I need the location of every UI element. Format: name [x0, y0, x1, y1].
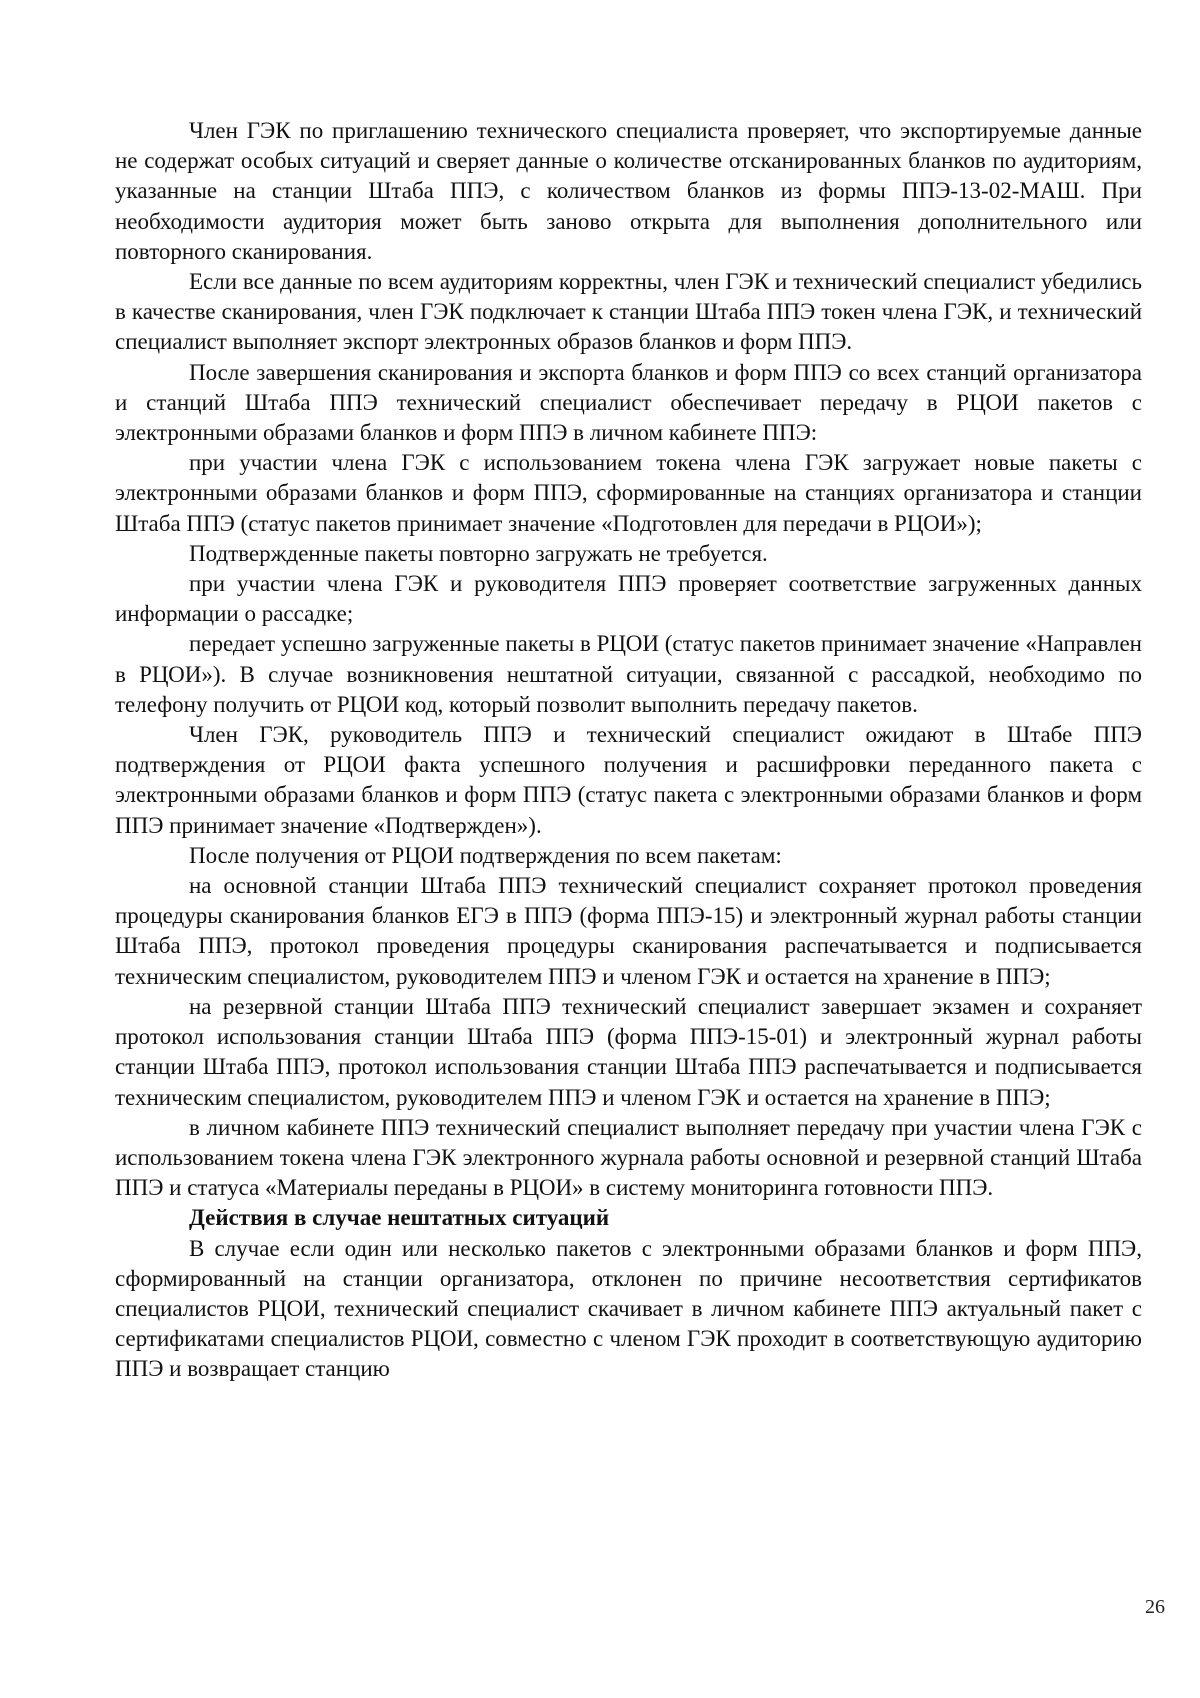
paragraph: Подтвержденные пакеты повторно загружать не требуется. — [189, 540, 768, 566]
paragraph: После получения от РЦОИ подтверждения по всем пакетам: — [189, 842, 782, 868]
document-body — [115, 116, 1142, 1385]
paragraph: В случае если один или несколько пакетов с электронными образами бланков и форм ППЭ, сформированный на станции организатора, отклонен по причине несоответствия сертификатов специалистов РЦОИ, технический специалист скачивает в личном кабинете ППЭ актуальный пакет с сертификатами специалистов РЦОИ, совместно с членом ГЭК проходит в соответствующую аудиторию ППЭ и возвращает станцию — [115, 1235, 1142, 1382]
paragraph: в личном кабинете ППЭ технический специалист выполняет передачу при участии члена ГЭК с использованием токена члена ГЭК электронного журнала работы основной и резервной станций Штаба ППЭ и статуса «Материалы переданы в РЦОИ» в систему мониторинга готовности ППЭ. — [115, 1114, 1142, 1201]
paragraph: После завершения сканирования и экспорта бланков и форм ППЭ со всех станций организатора и станций Штаба ППЭ технический специалист обеспечивает передачу в РЦОИ пакетов с электронными образами бланков и форм ППЭ в личном кабинете ППЭ: — [115, 359, 1142, 446]
paragraph: на основной станции Штаба ППЭ технический специалист сохраняет протокол проведения процедуры сканирования бланков ЕГЭ в ППЭ (форма ППЭ-15) и электронный журнал работы станции Штаба ППЭ, протокол проведения процедуры сканирования распечатывается и подписывается техническим специалистом, руководителем ППЭ и членом ГЭК и остается на хранение в ППЭ; — [115, 873, 1142, 989]
page-number: 26 — [1145, 1596, 1165, 1618]
paragraph: при участии члена ГЭК и руководителя ППЭ проверяет соответствие загруженных данных информации о рассадке; — [115, 571, 1142, 627]
paragraph: Член ГЭК, руководитель ППЭ и технический специалист ожидают в Штабе ППЭ подтверждения от РЦОИ факта успешного получения и расшифровки переданного пакета с электронными образами бланков и форм ППЭ (статус пакета с электронными образами бланков и форм ППЭ принимает значение «Подтвержден»). — [115, 722, 1142, 838]
paragraph: Член ГЭК по приглашению технического специалиста проверяет, что экспортируемые данные не содержат особых ситуаций и сверяет данные о количестве отсканированных бланков по аудиториям, указанные на станции Штаба ППЭ, с количеством бланков из формы ППЭ-13-02-МАШ. При необходимости аудитория может быть заново открыта для выполнения дополнительного или повторного сканирования. — [115, 118, 1142, 264]
section-heading: Действия в случае нештатных ситуаций — [189, 1205, 610, 1231]
paragraph: передает успешно загруженные пакеты в РЦОИ (статус пакетов принимает значение «Направлен в РЦОИ»). В случае возникновения нештатной ситуации, связанной с рассадкой, необходимо по телефону получить от РЦОИ код, который позволит выполнить передачу пакетов. — [115, 631, 1142, 717]
paragraph: при участии члена ГЭК с использованием токена члена ГЭК загружает новые пакеты с электронными образами бланков и форм ППЭ, сформированные на станциях организатора и станции Штаба ППЭ (статус пакетов принимает значение «Подготовлен для передачи в РЦОИ»); — [115, 450, 1142, 536]
paragraph: Если все данные по всем аудиториям корректны, член ГЭК и технический специалист убедились в качестве сканирования, член ГЭК подключает к станции Штаба ППЭ токен члена ГЭК, и технический специалист выполняет экспорт электронных образов бланков и форм ППЭ. — [115, 269, 1142, 355]
paragraph: на резервной станции Штаба ППЭ технический специалист завершает экзамен и сохраняет протокол использования станции Штаба ППЭ (форма ППЭ-15-01) и электронный журнал работы станции Штаба ППЭ, протокол использования станции Штаба ППЭ распечатывается и подписывается техническим специалистом, руководителем ППЭ и членом ГЭК и остается на хранение в ППЭ; — [115, 993, 1142, 1110]
